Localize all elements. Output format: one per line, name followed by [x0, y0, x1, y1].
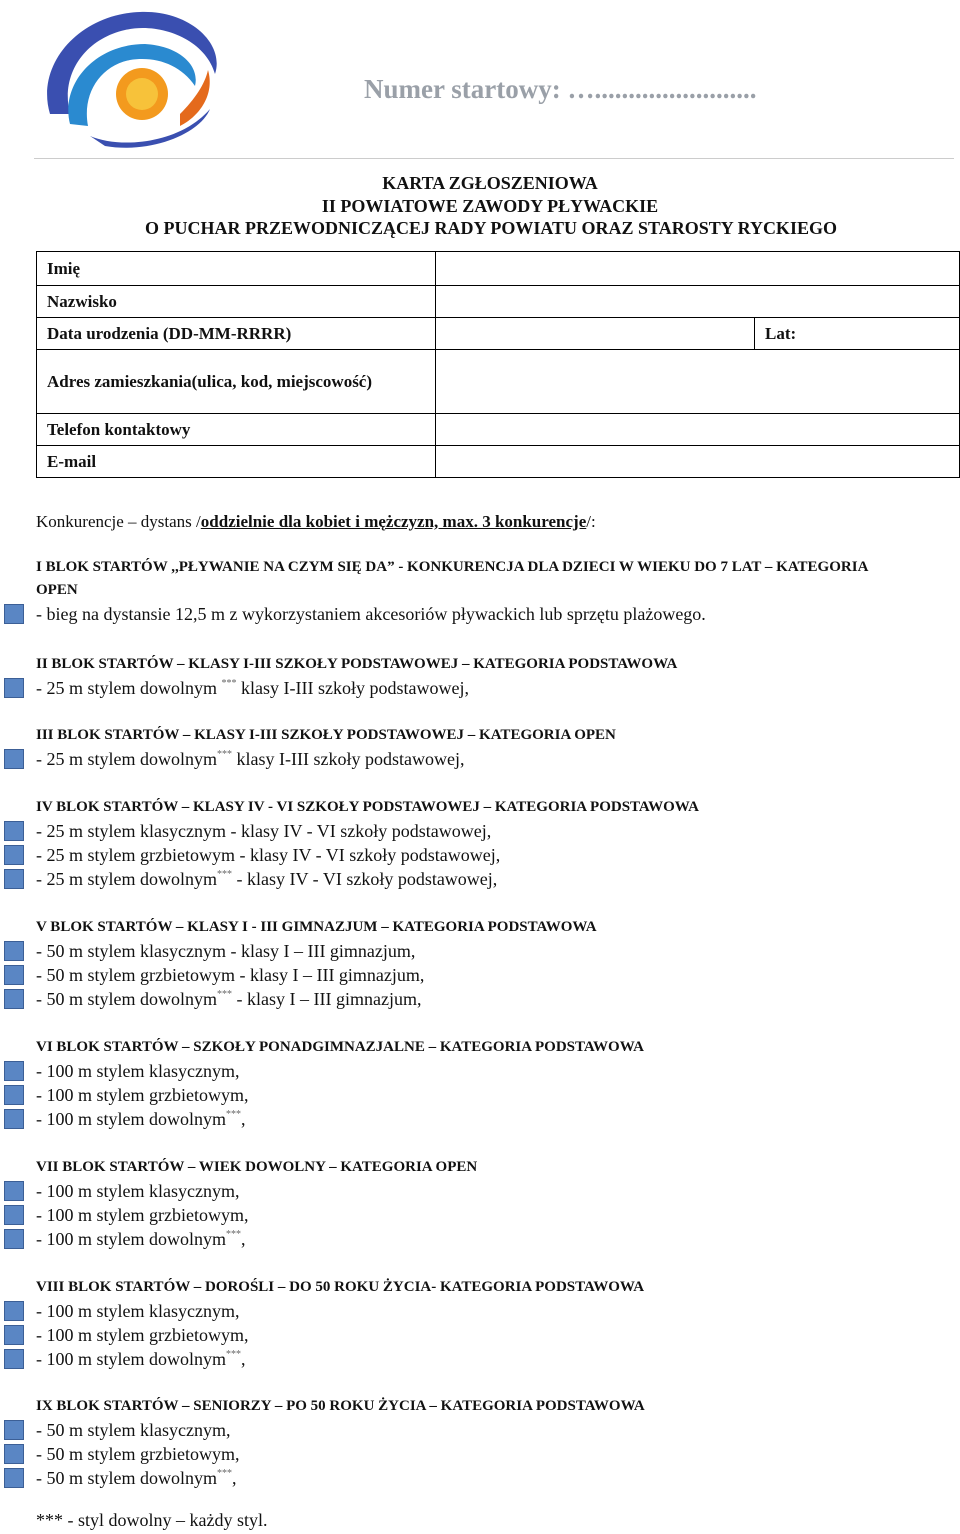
label-data-urodzenia: Data urodzenia (DD-MM-RRRR)	[37, 318, 436, 350]
competition-checkbox[interactable]	[4, 821, 24, 841]
competition-label: - 50 m stylem dowolnym*** - klasy I – III gimnazjum,	[36, 989, 422, 1009]
block-heading: III BLOK STARTÓW – KLASY I-III SZKOŁY PODSTAWOWEJ – KATEGORIA OPEN	[36, 727, 616, 743]
label-nazwisko: Nazwisko	[37, 286, 436, 318]
competition-label: - 50 m stylem klasycznym,	[36, 1420, 231, 1440]
competition-label: - 100 m stylem klasycznym,	[36, 1061, 240, 1081]
competition-item	[36, 987, 597, 1011]
block-6	[36, 1035, 644, 1131]
block-1	[36, 556, 906, 626]
competition-item	[36, 867, 699, 891]
competition-checkbox[interactable]	[4, 1085, 24, 1105]
label-adres: Adres zamieszkania(ulica, kod, miejscowość)	[37, 350, 436, 414]
competition-checkbox[interactable]	[4, 845, 24, 865]
form-title	[0, 172, 960, 240]
field-imie[interactable]	[436, 252, 960, 286]
competition-checkbox[interactable]	[4, 1420, 24, 1440]
field-telefon[interactable]	[436, 414, 960, 446]
block-heading: VIII BLOK STARTÓW – DOROŚLI – DO 50 ROKU ŻYCIA- KATEGORIA PODSTAWOWA	[36, 1279, 645, 1295]
competition-checkbox[interactable]	[4, 1229, 24, 1249]
competition-item	[36, 819, 699, 843]
competition-item	[36, 1347, 644, 1371]
block-4	[36, 795, 699, 891]
competition-item	[36, 1059, 644, 1083]
competition-checkbox[interactable]	[4, 604, 24, 624]
competition-label: - 100 m stylem dowolnym***,	[36, 1109, 246, 1129]
competition-checkbox[interactable]	[4, 941, 24, 961]
competition-checkbox[interactable]	[4, 1349, 24, 1369]
competition-checkbox[interactable]	[4, 749, 24, 769]
field-data-urodzenia[interactable]	[436, 318, 755, 350]
competition-label: - 50 m stylem dowolnym***,	[36, 1468, 237, 1488]
competition-checkbox[interactable]	[4, 1325, 24, 1345]
header-divider	[34, 158, 954, 159]
competition-item	[36, 1299, 644, 1323]
competition-item	[36, 602, 906, 626]
block-heading: IV BLOK STARTÓW – KLASY IV - VI SZKOŁY PODSTAWOWEJ – KATEGORIA PODSTAWOWA	[36, 799, 699, 815]
competition-checkbox[interactable]	[4, 1301, 24, 1321]
competition-checkbox[interactable]	[4, 965, 24, 985]
start-number-label: Numer startowy: …........................	[364, 74, 757, 104]
competition-label: - 25 m stylem dowolnym *** klasy I-III szkoły podstawowej,	[36, 678, 469, 698]
competition-item	[36, 963, 597, 987]
block-5	[36, 915, 597, 1011]
block-2	[36, 652, 677, 700]
competition-item	[36, 1323, 644, 1347]
competitions-suffix: /:	[586, 512, 596, 531]
competition-checkbox[interactable]	[4, 678, 24, 698]
competitions-intro	[36, 512, 596, 532]
competition-label: - 100 m stylem dowolnym***,	[36, 1349, 246, 1369]
competition-checkbox[interactable]	[4, 1444, 24, 1464]
competition-label: - 50 m stylem klasycznym - klasy I – III gimnazjum,	[36, 941, 416, 961]
competition-item	[36, 1203, 477, 1227]
competition-checkbox[interactable]	[4, 1109, 24, 1129]
block-9	[36, 1394, 645, 1490]
competition-item	[36, 1107, 644, 1131]
competition-item	[36, 939, 597, 963]
competition-label: - 100 m stylem grzbietowym,	[36, 1085, 249, 1105]
label-lat: Lat:	[765, 323, 797, 343]
competition-checkbox[interactable]	[4, 989, 24, 1009]
field-nazwisko[interactable]	[436, 286, 960, 318]
label-email: E-mail	[37, 446, 436, 478]
event-logo	[30, 4, 230, 154]
applicant-form	[36, 251, 960, 478]
block-3	[36, 723, 616, 771]
competition-label: - 100 m stylem grzbietowym,	[36, 1205, 249, 1225]
competition-label: - 100 m stylem dowolnym***,	[36, 1229, 246, 1249]
competition-label: - 25 m stylem dowolnym*** - klasy IV - VI szkoły podstawowej,	[36, 869, 498, 889]
label-imie: Imię	[37, 252, 436, 286]
competitions-note: oddzielnie dla kobiet i mężczyzn, max. 3 konkurencje	[200, 512, 587, 531]
competition-label: - 25 m stylem dowolnym*** klasy I-III szkoły podstawowej,	[36, 749, 465, 769]
competition-label: - 50 m stylem grzbietowym - klasy I – III gimnazjum,	[36, 965, 425, 985]
competition-item	[36, 747, 616, 771]
competition-label: - 25 m stylem klasycznym - klasy IV - VI szkoły podstawowej,	[36, 821, 492, 841]
competition-item	[36, 843, 699, 867]
field-email[interactable]	[436, 446, 960, 478]
competition-item	[36, 1179, 477, 1203]
competition-item	[36, 676, 677, 700]
competition-item	[36, 1227, 477, 1251]
block-heading: V BLOK STARTÓW – KLASY I - III GIMNAZJUM – KATEGORIA PODSTAWOWA	[36, 919, 597, 935]
competition-checkbox[interactable]	[4, 1468, 24, 1488]
competition-item	[36, 1466, 645, 1490]
competition-label: - 100 m stylem klasycznym,	[36, 1181, 240, 1201]
field-lat[interactable]	[755, 318, 960, 350]
competitions-prefix: Konkurencje – dystans /	[36, 512, 201, 531]
competition-checkbox[interactable]	[4, 1181, 24, 1201]
field-adres[interactable]	[436, 350, 960, 414]
competition-item	[36, 1442, 645, 1466]
competition-label: - 100 m stylem grzbietowym,	[36, 1325, 249, 1345]
competition-checkbox[interactable]	[4, 869, 24, 889]
competition-label: - 100 m stylem klasycznym,	[36, 1301, 240, 1321]
block-heading: IX BLOK STARTÓW – SENIORZY – PO 50 ROKU ŻYCIA – KATEGORIA PODSTAWOWA	[36, 1398, 645, 1414]
competition-label: - 25 m stylem grzbietowym - klasy IV - VI szkoły podstawowej,	[36, 845, 501, 865]
footnote: *** - styl dowolny – każdy styl.	[36, 1510, 268, 1530]
title-line-1: KARTA ZGŁOSZENIOWA	[382, 173, 598, 193]
competition-label: - 50 m stylem grzbietowym,	[36, 1444, 240, 1464]
block-heading: VI BLOK STARTÓW – SZKOŁY PONADGIMNAZJALNE – KATEGORIA PODSTAWOWA	[36, 1039, 644, 1055]
block-heading: VII BLOK STARTÓW – WIEK DOWOLNY – KATEGORIA OPEN	[36, 1159, 478, 1175]
title-line-2: II POWIATOWE ZAWODY PŁYWACKIE	[321, 195, 659, 216]
title-line-3: O PUCHAR PRZEWODNICZĄCEJ RADY POWIATU ORAZ STAROSTY RYCKIEGO	[145, 218, 837, 238]
competition-item	[36, 1418, 645, 1442]
block-8	[36, 1275, 644, 1371]
block-heading: I BLOK STARTÓW ,,PŁYWANIE NA CZYM SIĘ DA” - KONKURENCJA DLA DZIECI W WIEKU DO 7 LAT – KATEGORIA OPEN	[36, 559, 868, 598]
competition-checkbox[interactable]	[4, 1205, 24, 1225]
competition-label: - bieg na dystansie 12,5 m z wykorzystaniem akcesoriów pływackich lub sprzętu plażowego.	[36, 604, 706, 624]
block-heading: II BLOK STARTÓW – KLASY I-III SZKOŁY PODSTAWOWEJ – KATEGORIA PODSTAWOWA	[36, 656, 678, 672]
competition-item	[36, 1083, 644, 1107]
competition-checkbox[interactable]	[4, 1061, 24, 1081]
block-7	[36, 1155, 477, 1251]
label-telefon: Telefon kontaktowy	[37, 414, 436, 446]
